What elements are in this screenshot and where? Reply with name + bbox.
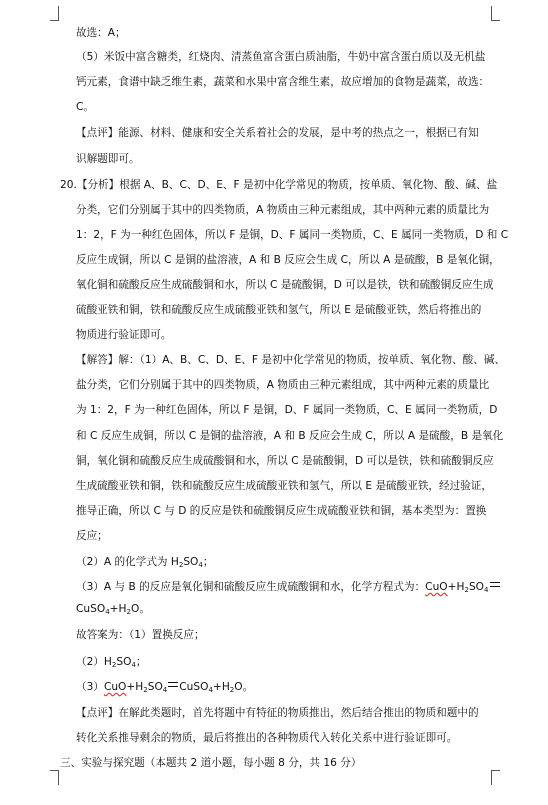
text-line: 为 1：2，F 为一种红色固体，所以 F 是铜，D、F 属同一类物质，C、E 属同一类物质，D <box>76 404 498 416</box>
text-line: 反应； <box>76 530 108 542</box>
crop-mark-top-right <box>491 6 500 21</box>
answer-summary: 故答案为：（1）置换反应； <box>76 629 205 641</box>
equation-line-b: $(3)CuO+H_2SO_4$ $CuSO_4+H_2O$。 <box>76 681 254 694</box>
text-line: 生成硫酸亚铁和铜，铁和硫酸反应生成硫酸亚铁和氢气，所以 E 是硫酸亚铁，经过验证， <box>76 480 492 492</box>
crop-mark-bottom-right <box>491 770 500 785</box>
text-line: 分类，它们分别属于其中的四类物质，A 物质由三种元素组成，其中两种元素的质量比为 <box>76 204 490 216</box>
text-line: 推导正确，所以 C 与 D 的反应是铁和硫酸铜反应生成硫酸亚铁和铜，基本类型为：置换 <box>76 505 487 517</box>
text-line: 1：2，F 为一种红色固体，所以 F 是铜，D、F 属同一类物质，C、E 属同一类物质，D 和 C <box>76 229 509 241</box>
comment-line: 【点评】在解此类题时，首先将题中有特征的物质推出，然后结合推出的物质和题中的 <box>76 707 479 719</box>
formula-line-a: （2）A 的化学式为 $H_2SO_4$； <box>76 556 214 569</box>
text-line: 钙元素，食谱中缺乏维生素，蔬菜和水果中富含维生素，故应增加的食物是蔬菜，故选： <box>76 76 490 88</box>
text-line: 和 C 反应生成铜，所以 C 是铜的盐溶液，A 和 B 反应会生成 C，所以 A 是硫酸，B 是氧化 <box>76 430 504 442</box>
equals-sign <box>490 582 500 587</box>
text-line: 氧化铜和硫酸反应生成硫酸铜和水，所以 C 是硫酸铜，D 可以是铁，铁和硫酸铜反应生成 <box>76 279 494 291</box>
text-line: 故选：A； <box>76 27 126 39</box>
text-line: 铜，氧化铜和硫酸反应生成硫酸铜和水，所以 C 是硫酸铜，D 可以是铁，铁和硫酸铜反应 <box>76 455 494 467</box>
text-line: 识解题即可。 <box>76 153 140 165</box>
equation-line: （3）A 与 B 的反应是氧化铜和硫酸反应生成硫酸铜和水，化学方程式为：$CuO+H_2SO_4$ <box>76 580 501 597</box>
comment-line: 【点评】能源、材料、健康和安全关系着社会的发展，是中考的热点之一，根据已有知 <box>76 127 479 139</box>
text-line: 盐分类，它们分别属于其中的四类物质，A 物质由三种元素组成，其中两种元素的质量比 <box>76 379 490 391</box>
equals-sign <box>168 682 178 687</box>
text-line: 反应生成铜，所以 C 是铜的盐溶液，A 和 B 反应会生成 C，所以 A 是硫酸，B 是氧化铜， <box>76 254 500 266</box>
answer-line: 【解答】解：（1）A、B、C、D、E、F 是初中化学常见的物质，按单质、氧化物、酸、碱、 <box>76 354 506 366</box>
section-heading: 三、实验与探究题（本题共 2 道小题，每小题 8 分，共 16 分） <box>60 757 362 769</box>
text-line: （5）米饭中富含糖类，红烧肉、清蒸鱼富含蛋白质油脂，牛奶中富含蛋白质以及无机盐 <box>76 51 486 63</box>
text-line: 硫酸亚铁和铜，铁和硫酸反应生成硫酸亚铁和氢气，所以 E 是硫酸亚铁，然后将推出的 <box>76 304 482 316</box>
text-line: 转化关系推导剩余的物质，最后将推出的各种物质代入转化关系中进行验证即可。 <box>76 732 458 744</box>
crop-mark-bottom-left <box>50 770 59 785</box>
formula-line-b: $(2)H_2SO_4$； <box>76 656 147 669</box>
text-line: C。 <box>76 101 94 113</box>
question-20-analysis: 20.【分析】根据 A、B、C、D、E、F 是初中化学常见的物质，按单质、氧化物、酸、碱、盐 <box>60 179 498 191</box>
text-line: 物质进行验证即可。 <box>76 329 172 341</box>
crop-mark-top-left <box>50 6 59 21</box>
equation-line-cont: $CuSO_4+H_2O$。 <box>76 603 150 616</box>
